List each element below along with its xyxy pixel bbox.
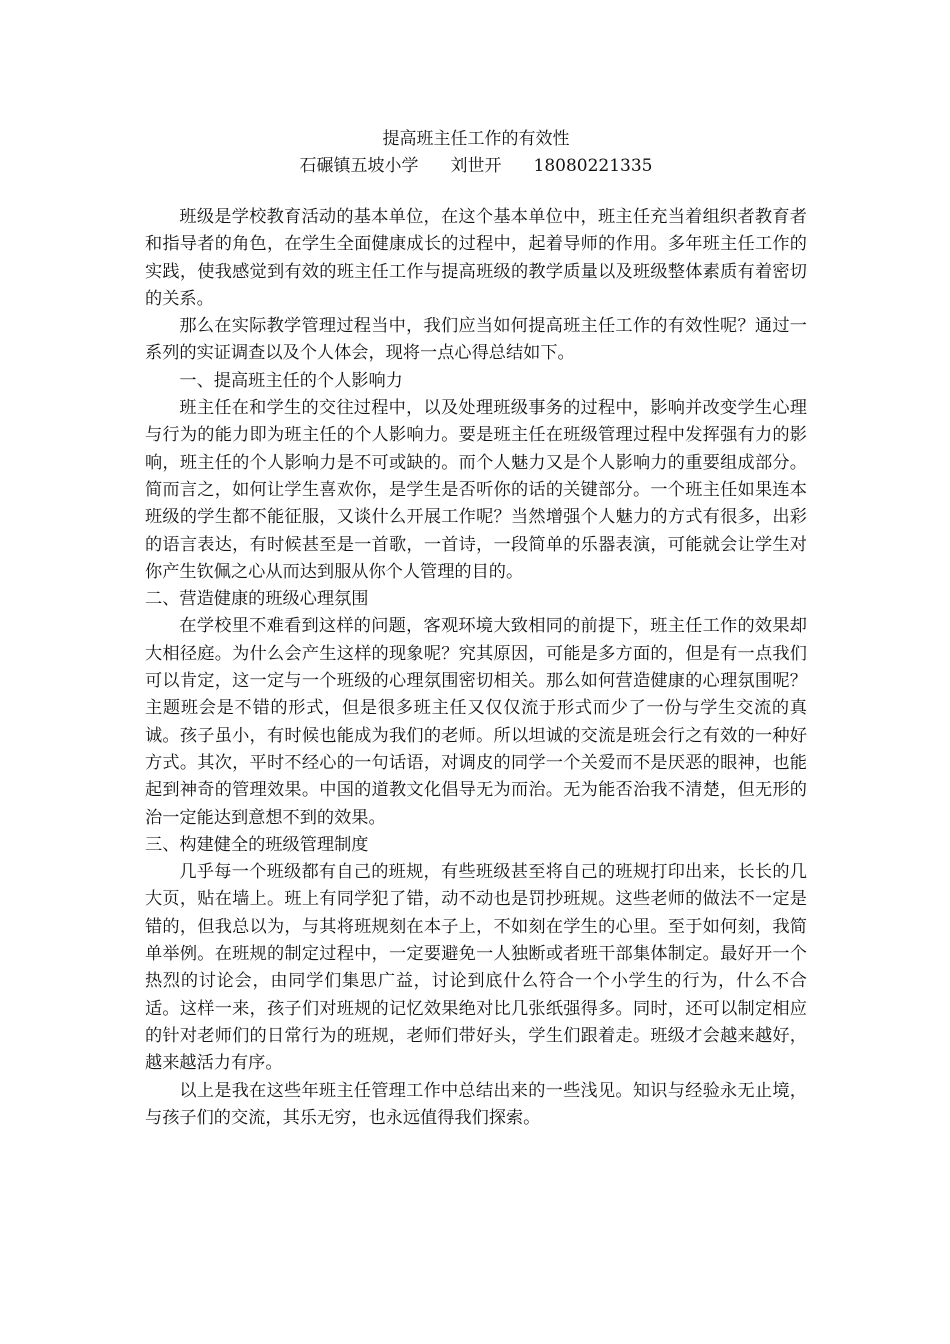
section-paragraph-3: 几乎每一个班级都有自己的班规，有些班级甚至将自己的班规打印出来，长长的几大页，贴在墙上。班上有同学犯了错，动不动也是罚抄班规。这些老师的做法不一定是错的，但我总以为，与其将班规刻在本子上，不如刻在学生的心里。至于如何刻，我简单举例。在班规的制定过程中，一定要避免一人独断或者班干部集体制定。最好开一个热烈的讨论会，由同学们集思广益，讨论到底什么符合一个小学生的行为，什么不合适。这样一来，孩子们对班规的记忆效果绝对比几张纸强得多。同时，还可以制定相应的针对老师们的日常行为的班规，老师们带好头，学生们跟着走。班级才会越来越好，越来越活力有序。 (145, 862, 807, 1074)
intro-paragraph-2: 那么在实际教学管理过程当中，我们应当如何提高班主任工作的有效性呢？通过一系列的实证调查以及个人体会，现将一点心得总结如下。 (145, 316, 807, 364)
author-phone: 18080221335 (533, 156, 653, 176)
document-page (145, 126, 807, 1132)
section-heading-3: 三、构建健全的班级管理制度 (145, 834, 369, 855)
section-heading-1: 一、提高班主任的个人影响力 (179, 370, 403, 391)
section-heading-2: 二、营造健康的班级心理氛围 (145, 589, 369, 610)
section-paragraph-2: 在学校里不难看到这样的问题，客观环境大致相同的前提下，班主任工作的效果却大相径庭。为什么会产生这样的现象呢？究其原因，可能是多方面的，但是有一点我们可以肯定，这一定与一个班级的心理氛围密切相关。那么如何营造健康的心理氛围呢？主题班会是不错的形式，但是很多班主任又仅仅流于形式而少了一份与学生交流的真诚。孩子虽小，有时候也能成为我们的老师。所以坦诚的交流是班会行之有效的一种好方式。其次，平时不经心的一句话语，对调皮的同学一个关爱而不是厌恶的眼神，也能起到神奇的管理效果。中国的道教文化倡导无为而治。无为能否治我不清楚，但无形的治一定能达到意想不到的效果。 (145, 616, 807, 828)
conclusion-paragraph: 以上是我在这些年班主任管理工作中总结出来的一些浅见。知识与经验永无止境，与孩子们的交流，其乐无穷，也永远值得我们探索。 (145, 1080, 807, 1128)
author-name: 刘世开 (450, 156, 502, 176)
intro-paragraph-1: 班级是学校教育活动的基本单位，在这个基本单位中，班主任充当着组织者教育者和指导者的角色，在学生全面健康成长的过程中，起着导师的作用。多年班主任工作的实践，使我感觉到有效的班主任工作与提高班级的教学质量以及班级整体素质有着密切的关系。 (145, 207, 807, 309)
section-paragraph-1: 班主任在和学生的交往过程中，以及处理班级事务的过程中，影响并改变学生心理与行为的能力即为班主任的个人影响力。要是班主任在班级管理过程中发挥强有力的影响，班主任的个人影响力是不可或缺的。而个人魅力又是个人影响力的重要组成部分。简而言之，如何让学生喜欢你，是学生是否听你的话的关键部分。一个班主任如果连本班级的学生都不能征服，又谈什么开展工作呢？当然增强个人魅力的方式有很多，出彩的语言表达，有时候甚至是一首歌，一首诗，一段简单的乐器表演，可能就会让学生对你产生钦佩之心从而达到服从你个人管理的目的。 (145, 398, 807, 582)
document-title: 提高班主任工作的有效性 (382, 129, 570, 149)
document-body (145, 204, 807, 1132)
author-line (145, 153, 807, 180)
author-school: 石碾镇五坡小学 (299, 156, 419, 176)
